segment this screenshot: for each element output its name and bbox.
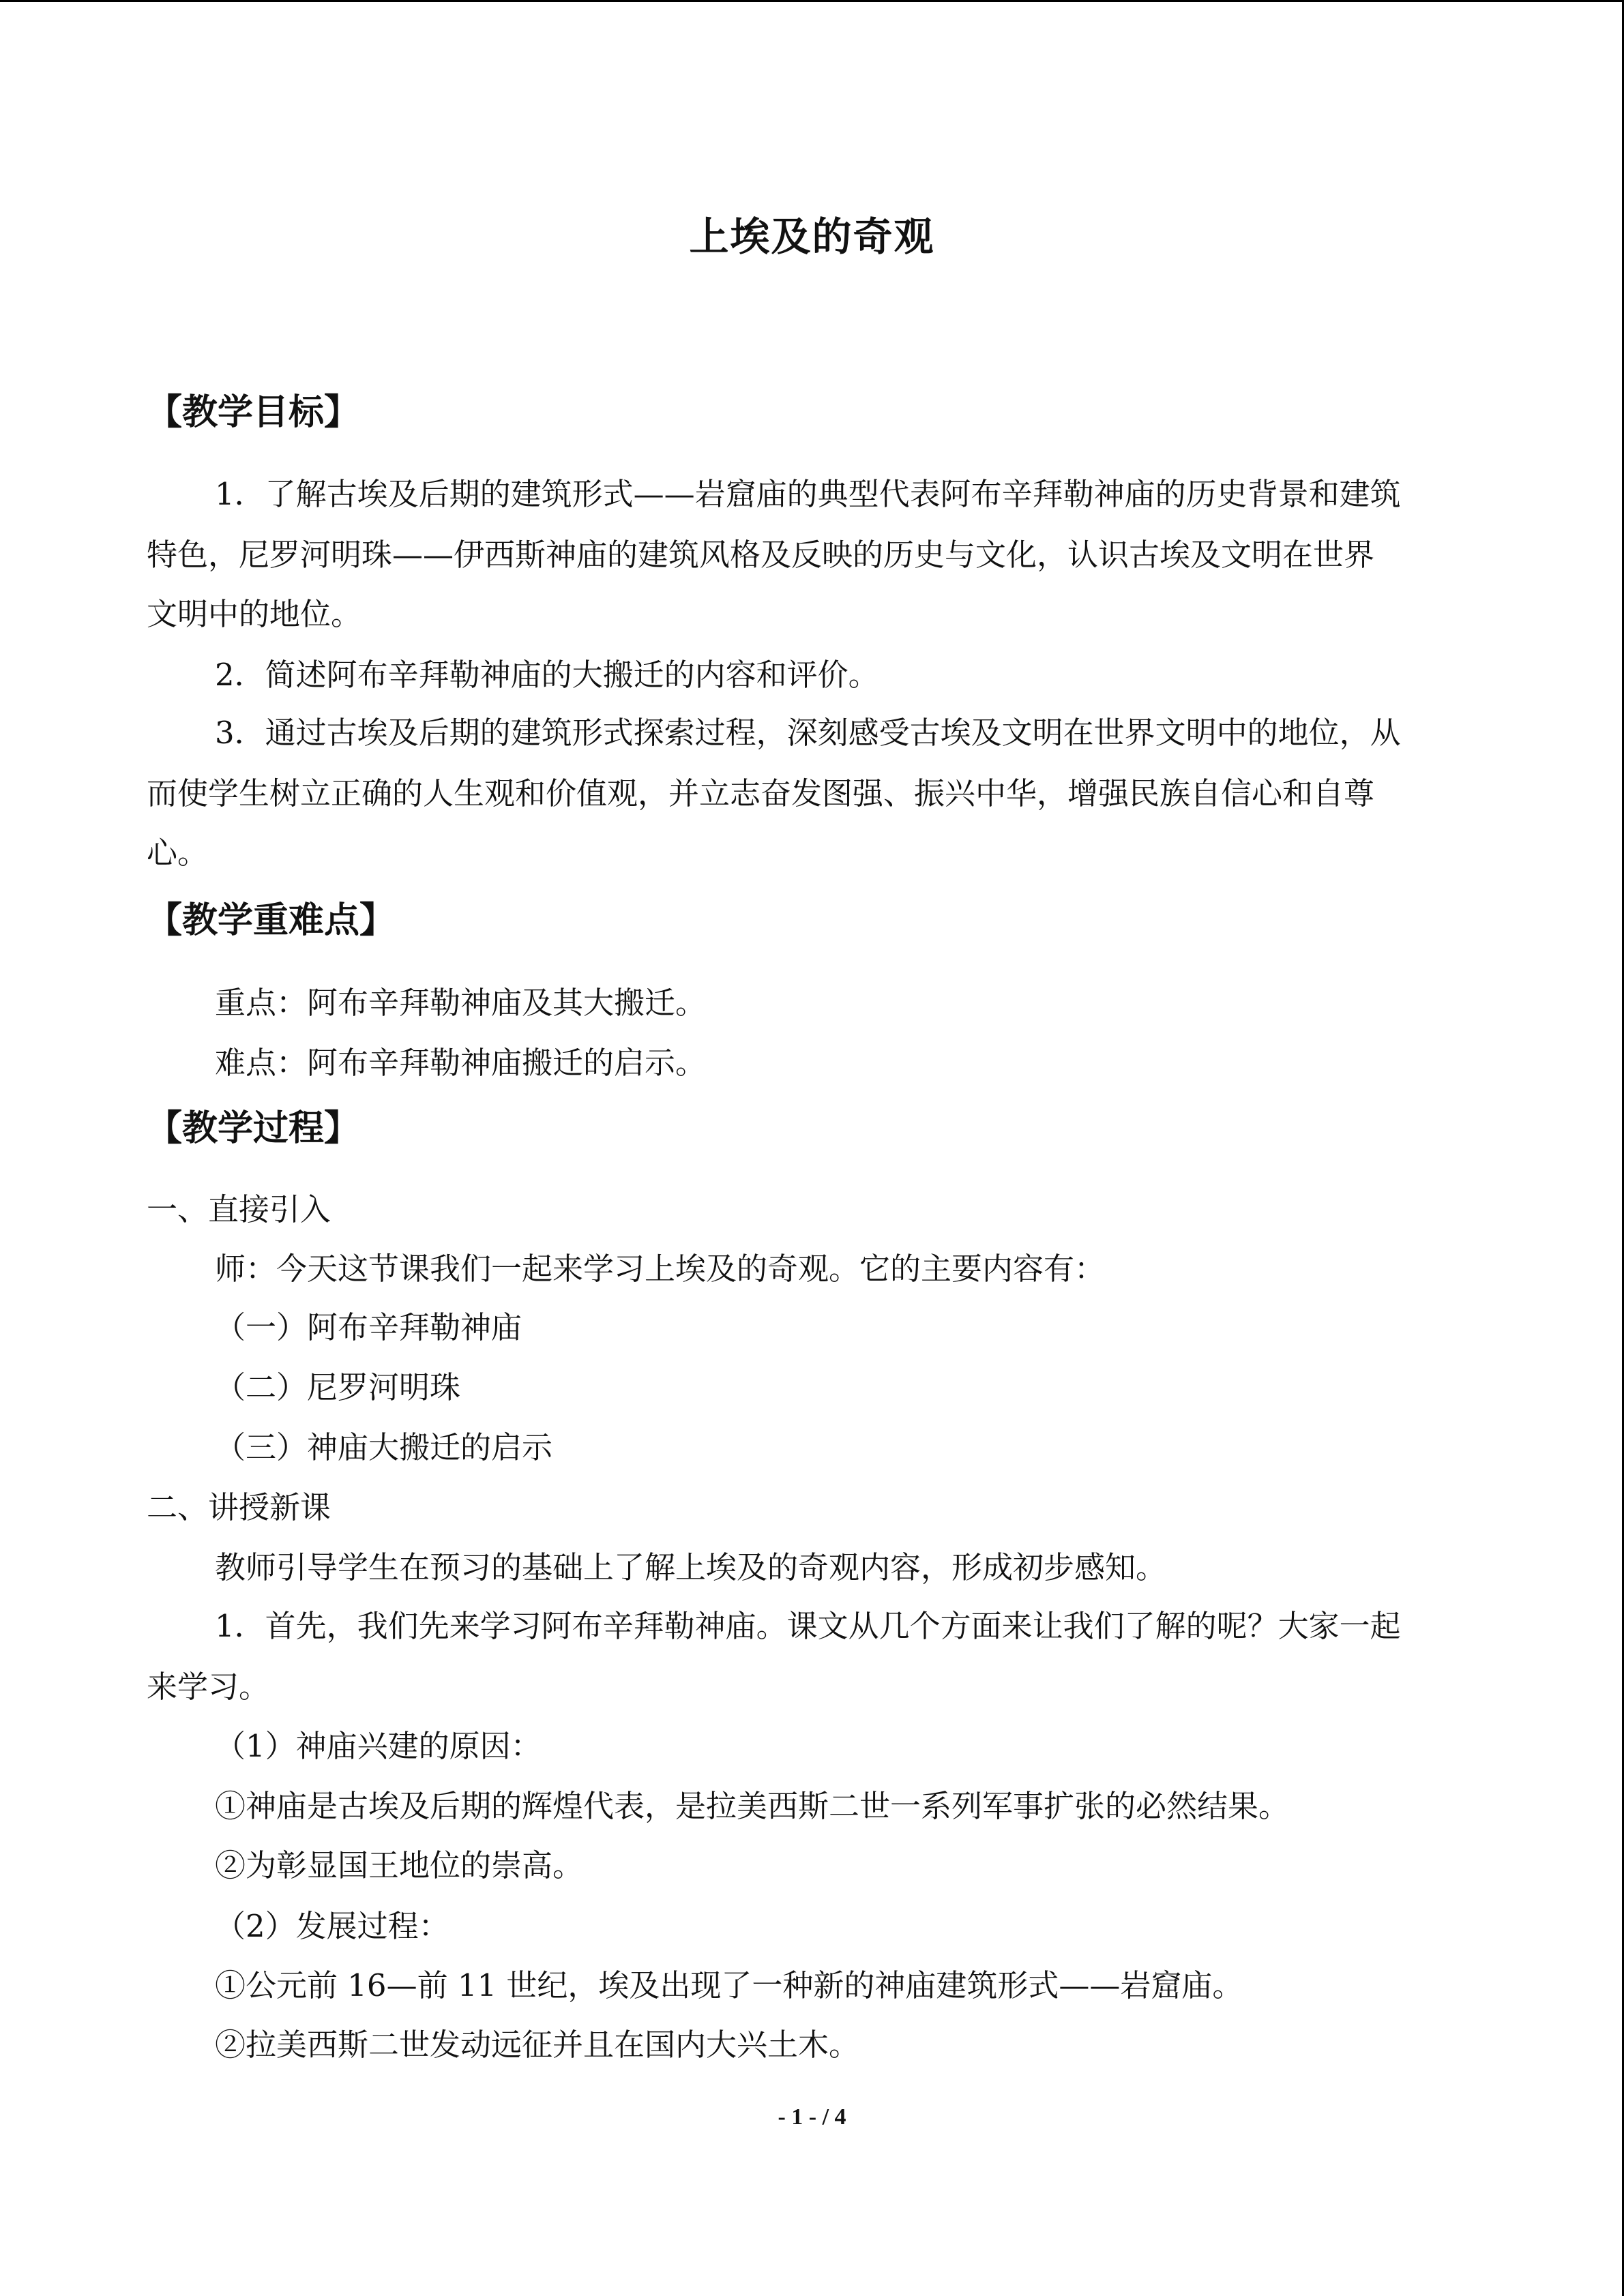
key-point-focus: 重点：阿布辛拜勒神庙及其大搬迁。 (215, 985, 707, 1021)
process-step1-line-1: 1．首先，我们先来学习阿布辛拜勒神庙。课文从几个方面来让我们了解的呢？大家一起 (215, 1608, 1401, 1644)
development-1: ①公元前 16—前 11 世纪，埃及出现了一种新的神庙建筑形式——岩窟庙。 (215, 1967, 1243, 2003)
process-guide: 教师引导学生在预习的基础上了解上埃及的奇观内容，形成初步感知。 (215, 1549, 1167, 1585)
process-topic-1: （一）阿布辛拜勒神庙 (215, 1309, 522, 1345)
reason-1: ①神庙是古埃及后期的辉煌代表，是拉美西斯二世一系列军事扩张的必然结果。 (215, 1788, 1290, 1824)
development-heading: （2）发展过程： (215, 1908, 449, 1944)
page-title: 上埃及的奇观 (689, 213, 935, 260)
objective-3-line-1: 3．通过古埃及后期的建筑形式探索过程，深刻感受古埃及文明在世界文明中的地位，从 (215, 715, 1401, 751)
process-topic-2: （二）尼罗河明珠 (215, 1369, 461, 1405)
process-topic-3: （三）神庙大搬迁的启示 (215, 1429, 553, 1465)
reason-heading: （1）神庙兴建的原因： (215, 1728, 542, 1764)
page-border-top (0, 0, 1624, 2)
key-point-difficulty: 难点：阿布辛拜勒神庙搬迁的启示。 (215, 1045, 707, 1081)
objective-3-line-3: 心。 (147, 835, 209, 871)
process-step1-line-2: 来学习。 (147, 1669, 270, 1705)
process-heading: 【教学过程】 (147, 1108, 360, 1149)
objective-1-line-1: 1．了解古埃及后期的建筑形式——岩窟庙的典型代表阿布辛拜勒神庙的历史背景和建筑 (215, 476, 1401, 512)
process-part1-heading: 一、直接引入 (147, 1191, 331, 1227)
development-2: ②拉美西斯二世发动远征并且在国内大兴土木。 (215, 2027, 860, 2063)
objectives-heading: 【教学目标】 (147, 392, 360, 433)
key-points-heading: 【教学重难点】 (147, 900, 396, 941)
objective-1-line-3: 文明中的地位。 (147, 596, 362, 632)
process-part2-heading: 二、讲授新课 (147, 1489, 331, 1525)
reason-2: ②为彰显国王地位的崇高。 (215, 1847, 584, 1883)
process-intro: 师：今天这节课我们一起来学习上埃及的奇观。它的主要内容有： (215, 1251, 1106, 1287)
objective-2: 2．简述阿布辛拜勒神庙的大搬迁的内容和评价。 (215, 657, 879, 693)
objective-3-line-2: 而使学生树立正确的人生观和价值观，并立志奋发图强、振兴中华，增强民族自信心和自尊 (147, 775, 1375, 811)
objective-1-line-2: 特色，尼罗河明珠——伊西斯神庙的建筑风格及反映的历史与文化，认识古埃及文明在世界 (147, 537, 1375, 573)
page-indicator: - 1 - / 4 (778, 2104, 846, 2130)
